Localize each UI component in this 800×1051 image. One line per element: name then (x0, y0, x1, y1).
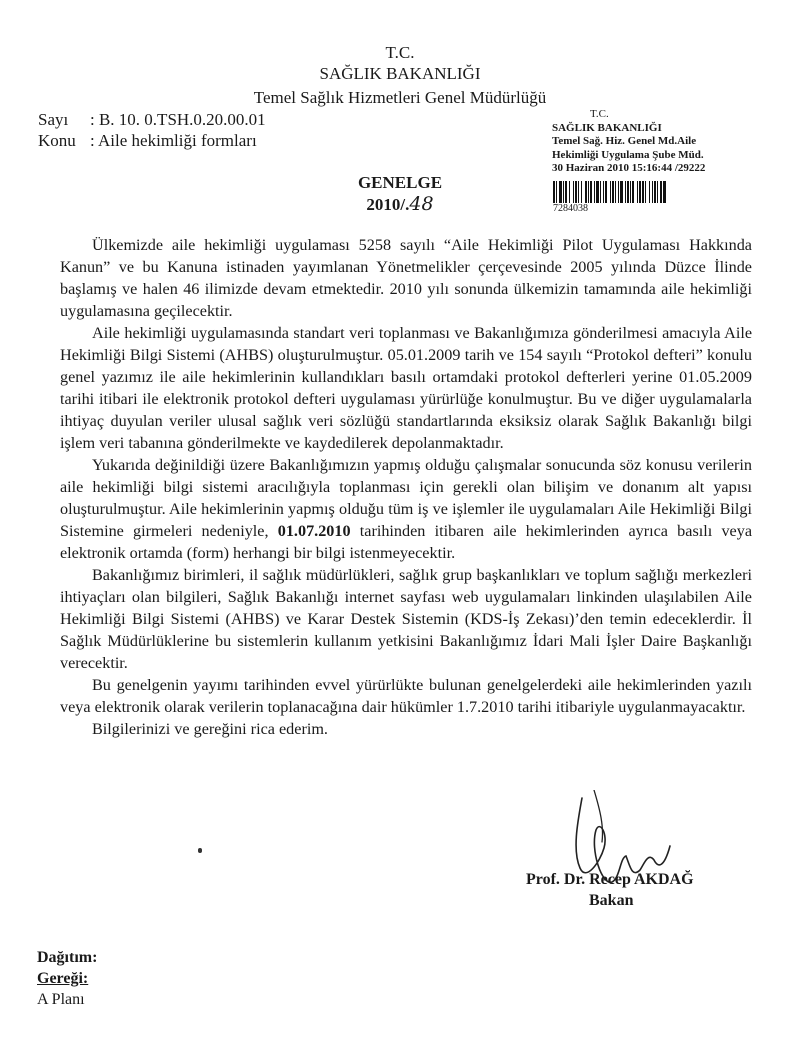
distribution-item: A Planı (37, 991, 85, 1008)
receipt-stamp (552, 108, 705, 176)
paragraph-5: Bu genelgenin yayımı tarihinden evvel yürürlükte bulunan genelgelerdeki aile hekimlerinden yazılı veya elektronik olarak verilerin toplanacağına dair hükümler 1.7.2010 tarihi itibariyle uygulanmayacaktır. (60, 676, 752, 716)
sayi-line (38, 110, 266, 130)
stamp-branch: Hekimliği Uygulama Şube Müd. (552, 148, 704, 161)
stamp-date: 30 Haziran 2010 15:16:44 /29222 (552, 162, 706, 174)
header-directorate: Temel Sağlık Hizmetleri Genel Müdürlüğü (253, 88, 547, 107)
header-tc: T.C. (385, 43, 415, 62)
letter-body (60, 234, 752, 740)
paragraph-2: Aile hekimliği uygulamasında standart veri toplanması ve Bakanlığımıza gönderilmesi amacıyla Aile Hekimliği Bilgi Sistemi (AHBS) oluşturulmuştur. 05.01.2009 tarih ve 154 sayılı “Protokol defteri” konulu genel yazımız ile aile hekimlerinin kullandıkları basılı ortamdaki protokol defterleri yerine 01.05.2009 tarihi itibari ile elektronik protokol defteri uygulaması yürürlüğe konulmuştur. Bu ve diğer uygulamalarla ihtiyaç duyulan veriler ulusal sağlık veri sözlüğü standartlarında eksiksiz olarak Sağlık Bakanlığı bilgi işlem veri tabanına gönderilmekte ve kaydedilerek depolanmaktadır. (60, 324, 752, 452)
paragraph-6: Bilgilerinizi ve gereğini rica ederim. (92, 720, 328, 738)
paragraph-4: Bakanlığımız birimleri, il sağlık müdürlükleri, sağlık grup başkanlıkları ve toplum sağlığı merkezleri ihtiyaçları olan bilgileri, Sağlık Bakanlığı internet sayfası web uygulamaları linkinden ulaşılabilen Aile Hekimliği Bilgi Sistemi (AHBS) ve Karar Destek Sistemin (KDS-İş Zekası)’den temin edeceklerdir. İl Sağlık Müdürlüklerine bu sistemlerin kullanım yetkisini Bakanlığımız İdari Mali İşler Daire Başkanlığı verecektir. (60, 566, 752, 672)
konu-line (38, 131, 257, 151)
signatory-title: Bakan (589, 892, 634, 909)
paragraph-3 (60, 454, 752, 564)
action-label: Gereği: (37, 970, 89, 987)
sayi-value: : B. 10. 0.TSH.0.20.00.01 (90, 110, 266, 129)
stamp-tc: T.C. (590, 108, 609, 120)
paragraph-1: Ülkemizde aile hekimliği uygulaması 5258 sayılı “Aile Hekimliği Pilot Uygulaması Hakkında Kanun” ve bu Kanuna istinaden yayımlanan Yönetmelikler çerçevesinde 2005 yılında Düzce İlinde başlamış ve halen 46 ilimizde devam etmektedir. 2010 yılı sonunda ülkemizin tamamında aile hekimliği uygulamasına geçilecektir. (60, 236, 752, 320)
konu-label: Konu (38, 131, 76, 150)
paragraph-3-text-a: Yukarıda değinildiği üzere Bakanlığımızın yapmış olduğu çalışmalar sonucunda söz konusu verilerin aile hekimliği bilgi sistemi aracılığıyla toplanması için gerekli olan bilişim ve donanım alt yapısı oluşturulmuştur. Aile hekimlerinin yapmış olduğu tüm iş ve işlemler ile uygulamaları Aile Hekimliği Bilgi Sistemine girmeleri nedeniyle, (60, 456, 752, 540)
sayi-label: Sayı (38, 110, 69, 129)
stamp-unit: Temel Sağ. Hiz. Genel Md.Aile (552, 135, 697, 147)
distribution-label: Dağıtım: (37, 949, 98, 966)
doc-type-heading: GENELGE (357, 173, 443, 192)
header-ministry: SAĞLIK BAKANLIĞI (319, 64, 481, 83)
stamp-ministry: SAĞLIK BAKANLIĞI (552, 121, 662, 134)
effective-date: 01.07.2010 (277, 522, 351, 540)
signatory-name: Prof. Dr. Recep AKDAĞ (526, 871, 694, 888)
doc-number-printed: 2010/. (366, 195, 410, 214)
doc-number-handwritten: 48 (409, 193, 434, 215)
barcode-number: 7284038 (553, 203, 588, 214)
ink-dot (198, 848, 202, 853)
doc-number (0, 194, 800, 215)
konu-value: : Aile hekimliği formları (90, 131, 257, 150)
paragraph-3-text-b: tarihinden itibaren aile hekimlerinden ayrıca basılı veya elektronik ortamda (form) herhangi bir bilgi istenmeyecektir. (60, 522, 753, 562)
